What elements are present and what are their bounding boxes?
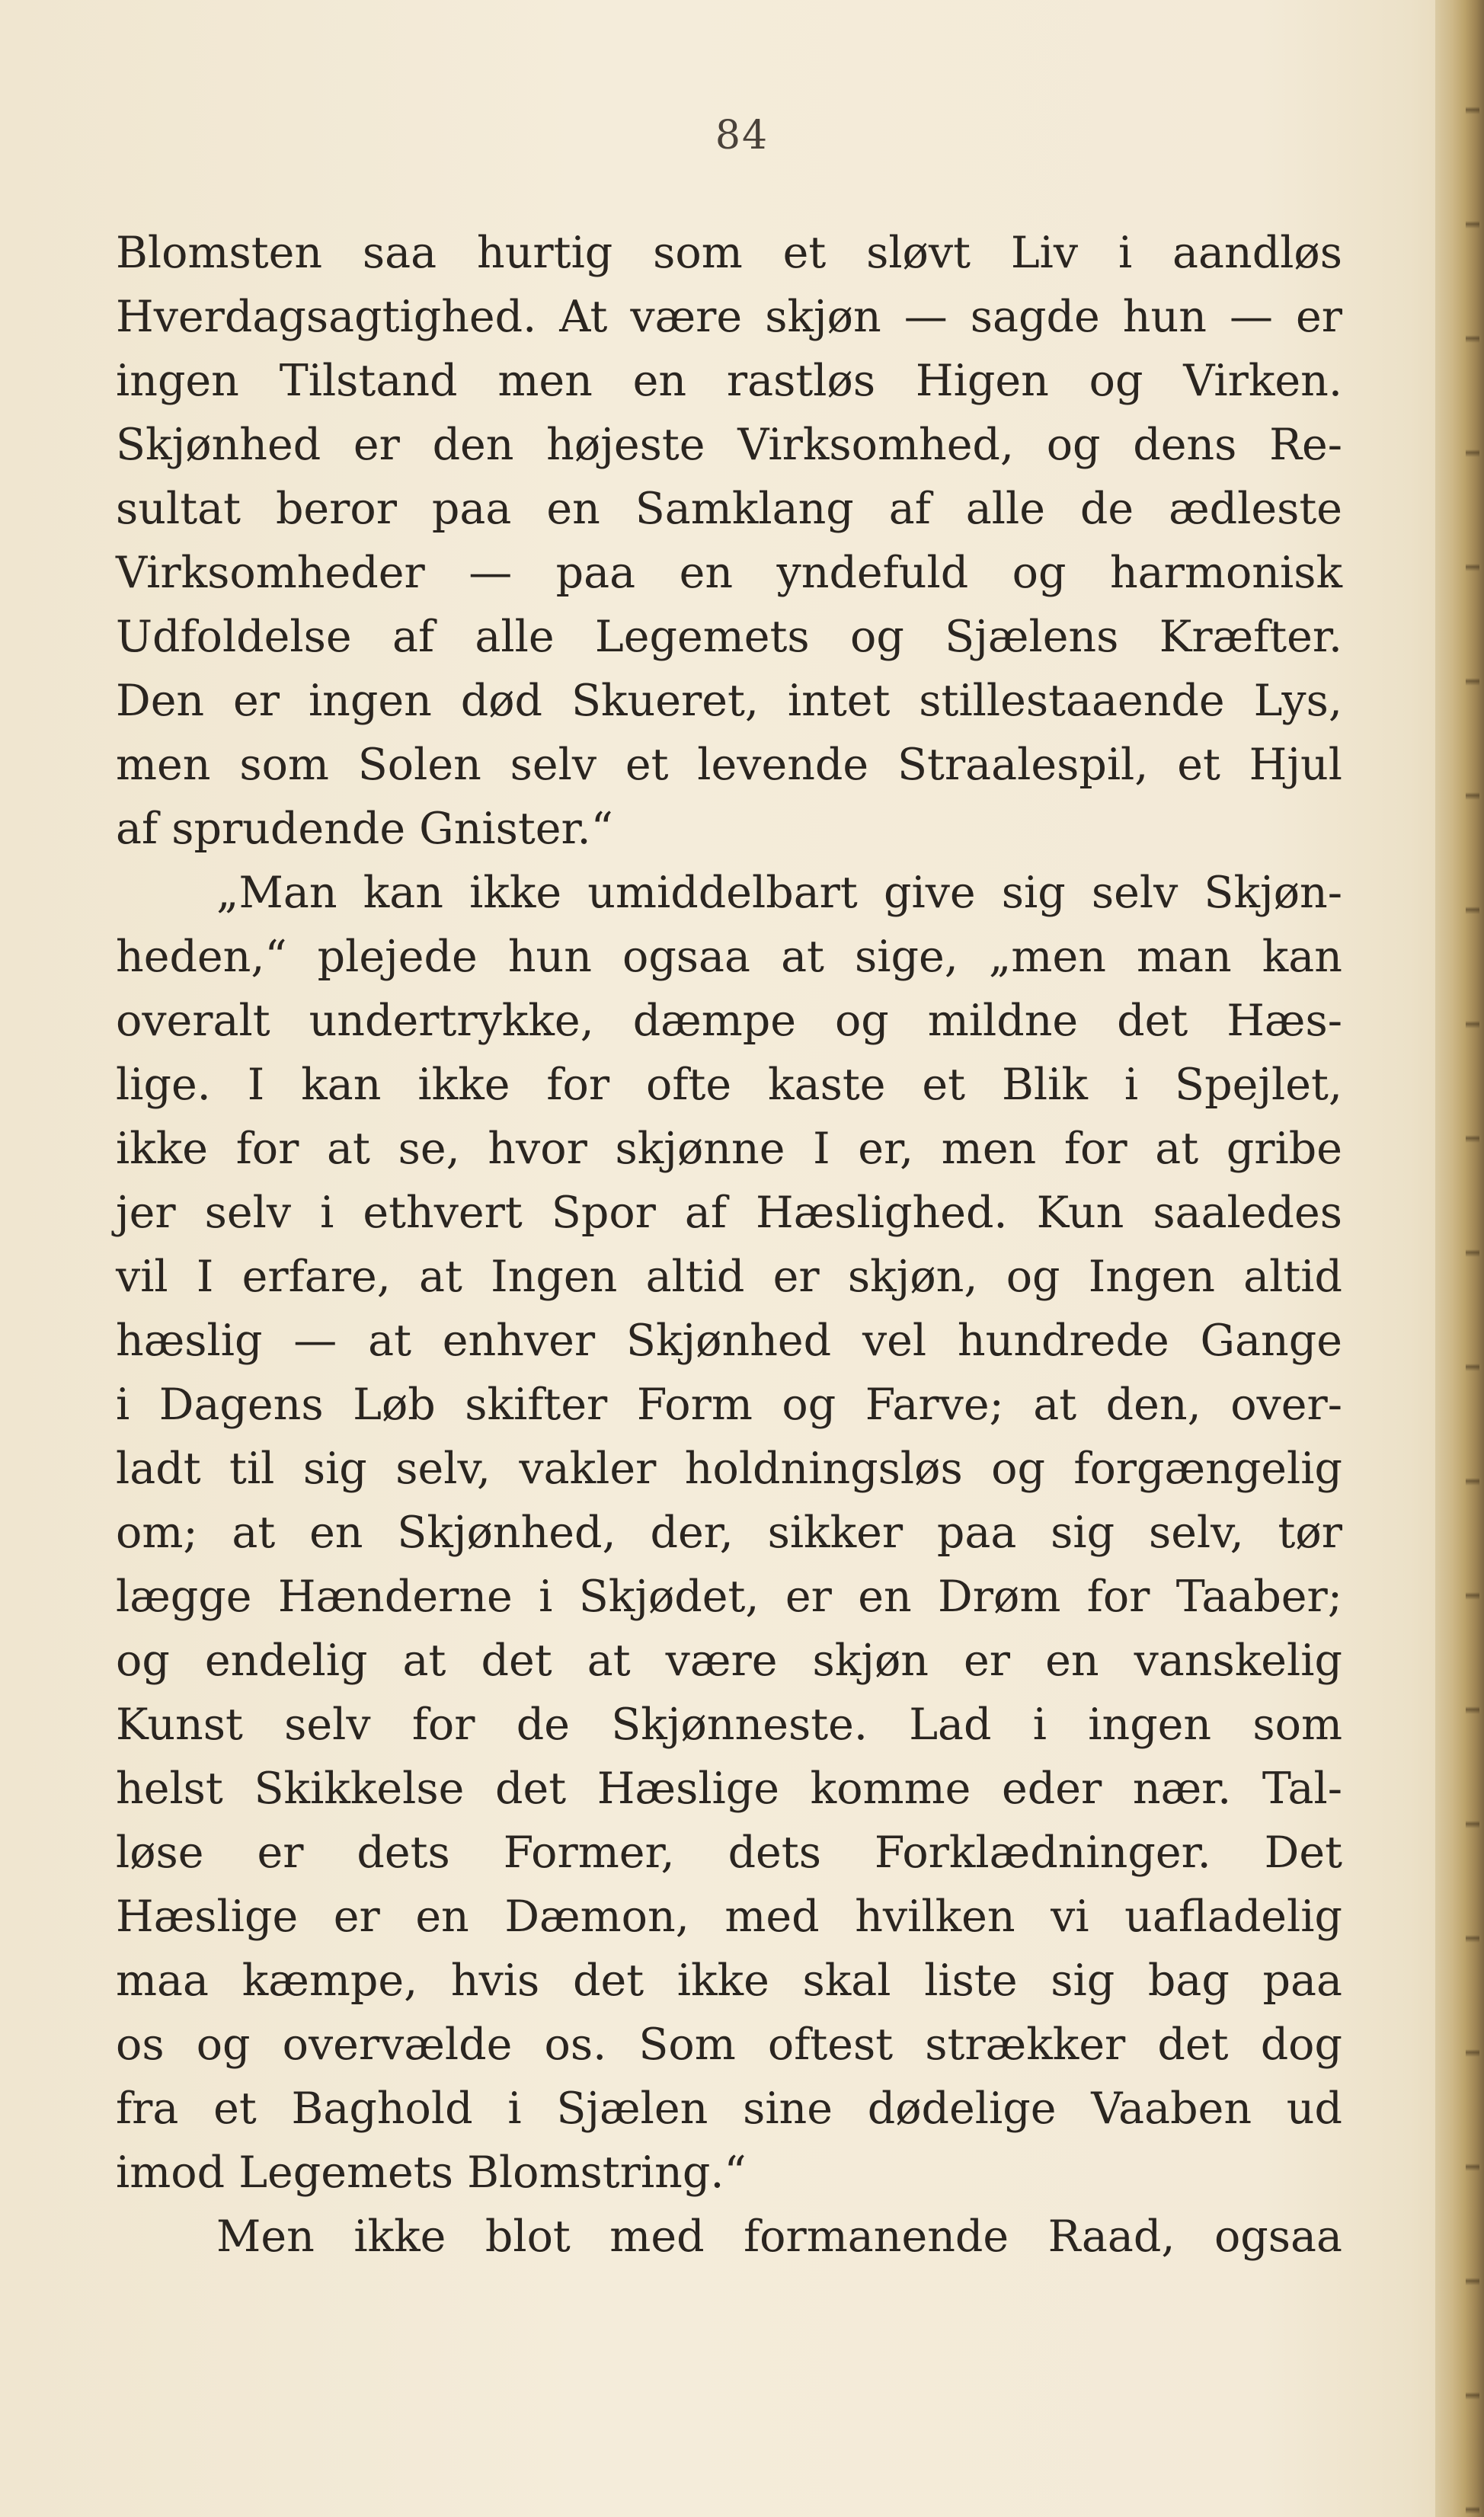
- text-line: Virksomheder — paa en yndefuld og harmonisk: [116, 548, 1342, 598]
- text-line: Udfoldelse af alle Legemets og Sjælens Kræfter.: [116, 612, 1342, 662]
- text-line: ladt til sig selv, vakler holdningsløs og forgængelig: [116, 1444, 1342, 1494]
- text-line: løse er dets Former, dets Forklædninger. Det: [116, 1828, 1342, 1878]
- text-line: og endelig at det at være skjøn er en vanskelig: [116, 1636, 1342, 1686]
- text-line: Den er ingen død Skueret, intet stillestaaende Lys,: [116, 676, 1342, 726]
- text-line: jer selv i ethvert Spor af Hæslighed. Kun saaledes: [116, 1188, 1342, 1238]
- body-text: [116, 221, 1342, 2269]
- page-number: 84: [715, 113, 769, 158]
- text-line: hæslig — at enhver Skjønhed vel hundrede Gange: [116, 1316, 1342, 1366]
- text-line: overalt undertrykke, dæmpe og mildne det Hæs-: [116, 996, 1342, 1046]
- text-line: men som Solen selv et levende Straalespil, et Hjul: [116, 740, 1342, 790]
- text-line: Hverdagsagtighed. At være skjøn — sagde hun — er: [116, 292, 1342, 342]
- text-line: „Man kan ikke umiddelbart give sig selv Skjøn-: [216, 868, 1342, 918]
- text-line: vil I erfare, at Ingen altid er skjøn, og Ingen altid: [116, 1252, 1342, 1302]
- text-line: Kunst selv for de Skjønneste. Lad i ingen som: [116, 1700, 1342, 1750]
- text-line: Skjønhed er den højeste Virksomhed, og dens Re-: [116, 420, 1342, 470]
- page-edge-marks: [1466, 0, 1479, 2517]
- text-line: imod Legemets Blomstring.“: [116, 2148, 747, 2198]
- text-line: i Dagens Løb skifter Form og Farve; at den, over-: [116, 1380, 1342, 1430]
- text-line: Hæslige er en Dæmon, med hvilken vi uafladelig: [116, 1892, 1342, 1942]
- text-line: Blomsten saa hurtig som et sløvt Liv i aandløs: [116, 228, 1342, 278]
- text-line: lægge Hænderne i Skjødet, er en Drøm for Taaber;: [116, 1572, 1342, 1622]
- text-line: os og overvælde os. Som oftest strækker det dog: [116, 2020, 1342, 2070]
- text-line: helst Skikkelse det Hæslige komme eder nær. Tal-: [116, 1764, 1342, 1814]
- text-line: sultat beror paa en Samklang af alle de ædleste: [116, 484, 1342, 534]
- text-line: heden,“ plejede hun ogsaa at sige, „men man kan: [116, 932, 1342, 982]
- text-line: maa kæmpe, hvis det ikke skal liste sig bag paa: [116, 1956, 1342, 2006]
- text-line: om; at en Skjønhed, der, sikker paa sig selv, tør: [116, 1508, 1342, 1558]
- text-line: ikke for at se, hvor skjønne I er, men for at gribe: [116, 1124, 1342, 1174]
- text-line: af sprudende Gnister.“: [116, 804, 613, 854]
- text-line: Men ikke blot med formanende Raad, ogsaa: [216, 2212, 1342, 2262]
- text-line: fra et Baghold i Sjælen sine dødelige Vaaben ud: [116, 2084, 1342, 2134]
- text-line: ingen Tilstand men en rastløs Higen og Virken.: [116, 356, 1342, 406]
- text-line: lige. I kan ikke for ofte kaste et Blik i Spejlet,: [116, 1060, 1342, 1110]
